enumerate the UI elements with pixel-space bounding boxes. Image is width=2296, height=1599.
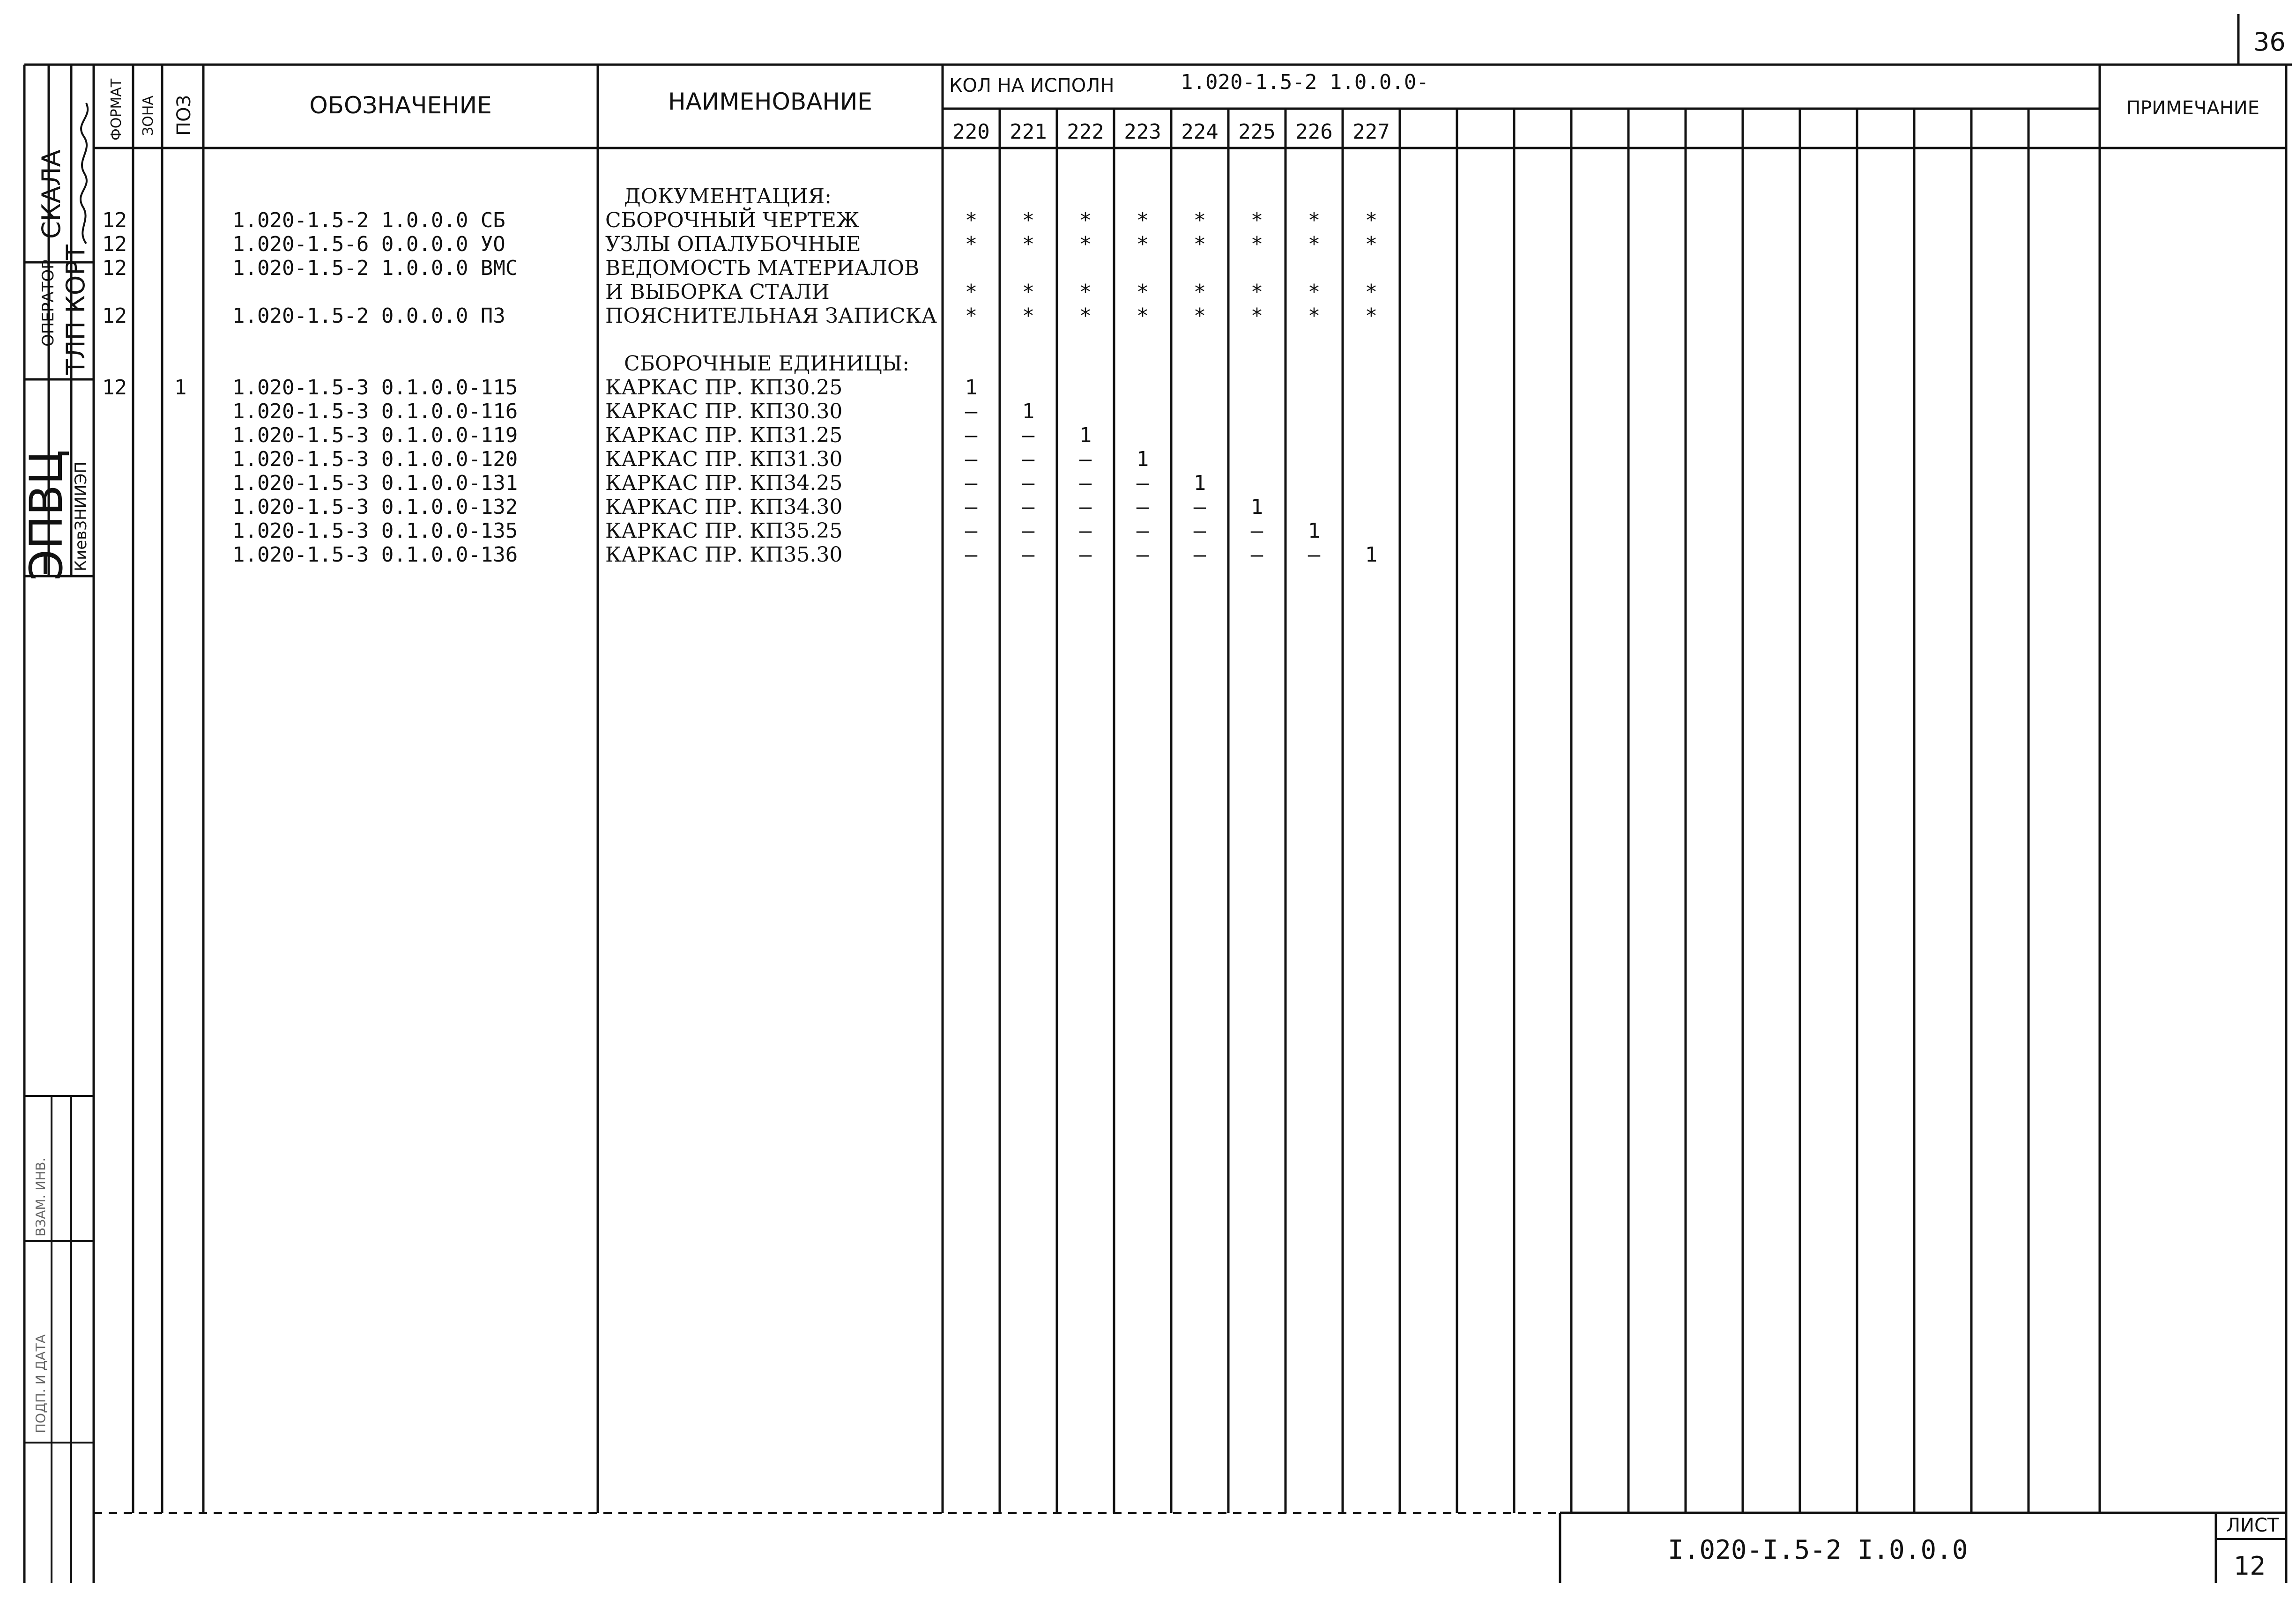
row-name: ВЕДОМОСТЬ МАТЕРИАЛОВ (605, 256, 920, 280)
qty-cell: * (1308, 208, 1321, 232)
qty-cell: * (1365, 208, 1378, 232)
qty-cell: * (1136, 304, 1149, 328)
qty-cell: * (1250, 280, 1263, 304)
table-row (232, 423, 1092, 447)
document-code: I.020-I.5-2 I.0.0.0 (1668, 1535, 1968, 1565)
row-name: СБОРОЧНЫЕ ЕДИНИЦЫ: (624, 352, 910, 376)
row-designation: 1.020-1.5-2 1.0.0.0 ВМС (232, 256, 518, 280)
qty-cell: – (1022, 519, 1035, 543)
qty-cell: – (965, 471, 978, 495)
qty-cell: * (1079, 304, 1092, 328)
qty-cell: – (1193, 495, 1206, 519)
qty-cell: 1 (1079, 423, 1092, 447)
qty-cell: * (1136, 232, 1149, 256)
row-designation: 1.020-1.5-3 0.1.0.0-136 (232, 543, 518, 567)
table-row (232, 519, 1320, 543)
qty-cell: – (1022, 447, 1035, 471)
table-row (232, 495, 1263, 519)
qty-cell: * (1308, 232, 1321, 256)
row-designation: 1.020-1.5-3 0.1.0.0-115 (232, 376, 518, 400)
page-number: 36 (2253, 27, 2286, 57)
header-pos: ПОЗ (173, 95, 195, 136)
table-row (232, 447, 1149, 471)
handwritten-signature (81, 103, 88, 244)
qty-cell: * (965, 280, 978, 304)
qty-cell: * (1308, 304, 1321, 328)
qty-cell: * (1136, 208, 1149, 232)
header-designation: ОБОЗНАЧЕНИЕ (309, 92, 492, 119)
header-name: НАИМЕНОВАНИЕ (668, 88, 872, 115)
row-designation: 1.020-1.5-2 1.0.0.0 СБ (232, 208, 505, 232)
table-body (102, 185, 1377, 567)
row-name: КАРКАС ПР. КП35.25 (605, 519, 843, 543)
header-zone: ЗОНА (140, 96, 156, 136)
qty-cell: 1 (1365, 543, 1378, 567)
qty-cell: – (965, 400, 978, 423)
checked-label: СКАЛА (37, 149, 66, 239)
row-designation: 1.020-1.5-6 0.0.0.0 УО (232, 232, 505, 256)
table-row (232, 400, 1034, 423)
row-name: КАРКАС ПР. КП31.30 (605, 447, 843, 471)
row-designation: 1.020-1.5-3 0.1.0.0-119 (232, 423, 518, 447)
row-designation: 1.020-1.5-2 0.0.0.0 ПЗ (232, 304, 505, 328)
row-format: 12 (102, 208, 127, 232)
sheet-label: ЛИСТ (2226, 1515, 2279, 1536)
row-designation: 1.020-1.5-3 0.1.0.0-120 (232, 447, 518, 471)
qty-cell: * (1365, 280, 1378, 304)
qty-cell: * (1365, 304, 1378, 328)
org-institute: КиевЗНИИЭП (72, 461, 90, 571)
row-name: УЗЛЫ ОПАЛУБОЧНЫЕ (605, 232, 861, 256)
variant-header-224: 224 (1181, 120, 1219, 144)
qty-cell: 1 (1022, 400, 1035, 423)
variant-header-221: 221 (1010, 120, 1047, 144)
row-name: ДОКУМЕНТАЦИЯ: (624, 185, 832, 208)
variant-header-223: 223 (1124, 120, 1161, 144)
row-name: КАРКАС ПР. КП35.30 (605, 543, 843, 567)
qty-cell: – (1079, 471, 1092, 495)
qty-cell: * (1193, 280, 1206, 304)
qty-cell: * (965, 304, 978, 328)
qty-cell: * (1079, 208, 1092, 232)
qty-cell: 1 (1193, 471, 1206, 495)
qty-cell: – (1079, 495, 1092, 519)
table-row (232, 543, 1377, 567)
qty-cell: 1 (1308, 519, 1321, 543)
qty-cell: * (1022, 208, 1035, 232)
row-name: КАРКАС ПР. КП31.25 (605, 423, 843, 447)
dept-name: ТЛП КОРТ (61, 244, 90, 375)
qty-cell: – (1022, 471, 1035, 495)
table-row (624, 185, 832, 208)
qty-cell: – (1193, 519, 1206, 543)
qty-cell: * (1079, 232, 1092, 256)
qty-cell: 1 (965, 376, 978, 400)
qty-cell: * (1022, 304, 1035, 328)
header-qty-code: 1.020-1.5-2 1.0.0.0- (1181, 70, 1429, 94)
operator-label: ОПЕРАТОР (39, 259, 58, 347)
row-name: КАРКАС ПР. КП34.25 (605, 471, 843, 495)
row-designation: 1.020-1.5-3 0.1.0.0-135 (232, 519, 518, 543)
qty-cell: * (965, 232, 978, 256)
header-note: ПРИМЕЧАНИЕ (2126, 97, 2259, 119)
org-name: ЭПВЦ (20, 450, 73, 581)
qty-cell: * (1022, 280, 1035, 304)
table-row (605, 280, 1377, 304)
qty-cell: * (1136, 280, 1149, 304)
row-name: КАРКАС ПР. КП30.30 (605, 400, 843, 423)
variant-header-220: 220 (952, 120, 990, 144)
variant-header-227: 227 (1352, 120, 1390, 144)
row-name: КАРКАС ПР. КП34.30 (605, 495, 843, 519)
variant-header-225: 225 (1238, 120, 1276, 144)
row-name: КАРКАС ПР. КП30.25 (605, 376, 843, 400)
qty-cell: – (1136, 519, 1149, 543)
table-row (102, 256, 919, 280)
replacement-inv-label: ВЗАМ. ИНВ. (33, 1157, 48, 1236)
qty-cell: * (1250, 304, 1263, 328)
sheet-number: 12 (2234, 1551, 2266, 1581)
row-format: 12 (102, 256, 127, 280)
row-format: 12 (102, 376, 127, 400)
qty-cell: – (1136, 471, 1149, 495)
qty-cell: – (965, 495, 978, 519)
qty-cell: – (1136, 495, 1149, 519)
row-designation: 1.020-1.5-3 0.1.0.0-116 (232, 400, 518, 423)
qty-cell: * (1250, 208, 1263, 232)
title-block (1560, 1513, 2286, 1583)
variant-header-226: 226 (1295, 120, 1333, 144)
table-row (102, 207, 1377, 232)
qty-cell: – (965, 447, 978, 471)
row-name: И ВЫБОРКА СТАЛИ (605, 280, 830, 304)
qty-cell: – (1079, 447, 1092, 471)
qty-cell: * (1022, 232, 1035, 256)
page-number-box (2238, 14, 2292, 65)
table-row (102, 376, 977, 400)
qty-cell: – (1022, 543, 1035, 567)
qty-cell: * (1193, 208, 1206, 232)
qty-cell: – (1022, 495, 1035, 519)
table-row (102, 304, 1377, 328)
qty-cell: – (1079, 543, 1092, 567)
row-designation: 1.020-1.5-3 0.1.0.0-131 (232, 471, 518, 495)
signature-date-label: ПОДП. И ДАТА (33, 1334, 48, 1433)
row-name: СБОРОЧНЫЙ ЧЕРТЕЖ (605, 208, 860, 232)
row-format: 12 (102, 304, 127, 328)
qty-cell: – (1136, 543, 1149, 567)
table-row (624, 352, 909, 376)
qty-cell: – (1022, 423, 1035, 447)
qty-cell: * (1308, 280, 1321, 304)
row-name: ПОЯСНИТЕЛЬНАЯ ЗАПИСКА (605, 304, 937, 328)
qty-cell: – (965, 423, 978, 447)
qty-cell: 1 (1136, 447, 1149, 471)
qty-cell: – (965, 519, 978, 543)
left-margin-strip (20, 65, 94, 1583)
qty-cell: – (1250, 519, 1263, 543)
header-qty-label: КОЛ НА ИСПОЛН (949, 75, 1115, 96)
table-row (102, 232, 1377, 256)
table-row (232, 471, 1206, 495)
qty-cell: * (965, 208, 978, 232)
qty-column-lines (1000, 109, 2029, 1513)
variant-header-222: 222 (1067, 120, 1104, 144)
qty-cell: * (1079, 280, 1092, 304)
qty-cell: * (1193, 304, 1206, 328)
row-format: 12 (102, 232, 127, 256)
qty-cell: – (1079, 519, 1092, 543)
header-format: ФОРМАТ (108, 78, 125, 141)
qty-cell: – (1308, 543, 1321, 567)
qty-cell: * (1365, 232, 1378, 256)
qty-cell: 1 (1250, 495, 1263, 519)
qty-cell: * (1250, 232, 1263, 256)
qty-cell: – (1250, 543, 1263, 567)
qty-cell: – (965, 543, 978, 567)
row-designation: 1.020-1.5-3 0.1.0.0-132 (232, 495, 518, 519)
qty-cell: * (1193, 232, 1206, 256)
qty-cell: – (1193, 543, 1206, 567)
row-pos: 1 (174, 376, 187, 400)
